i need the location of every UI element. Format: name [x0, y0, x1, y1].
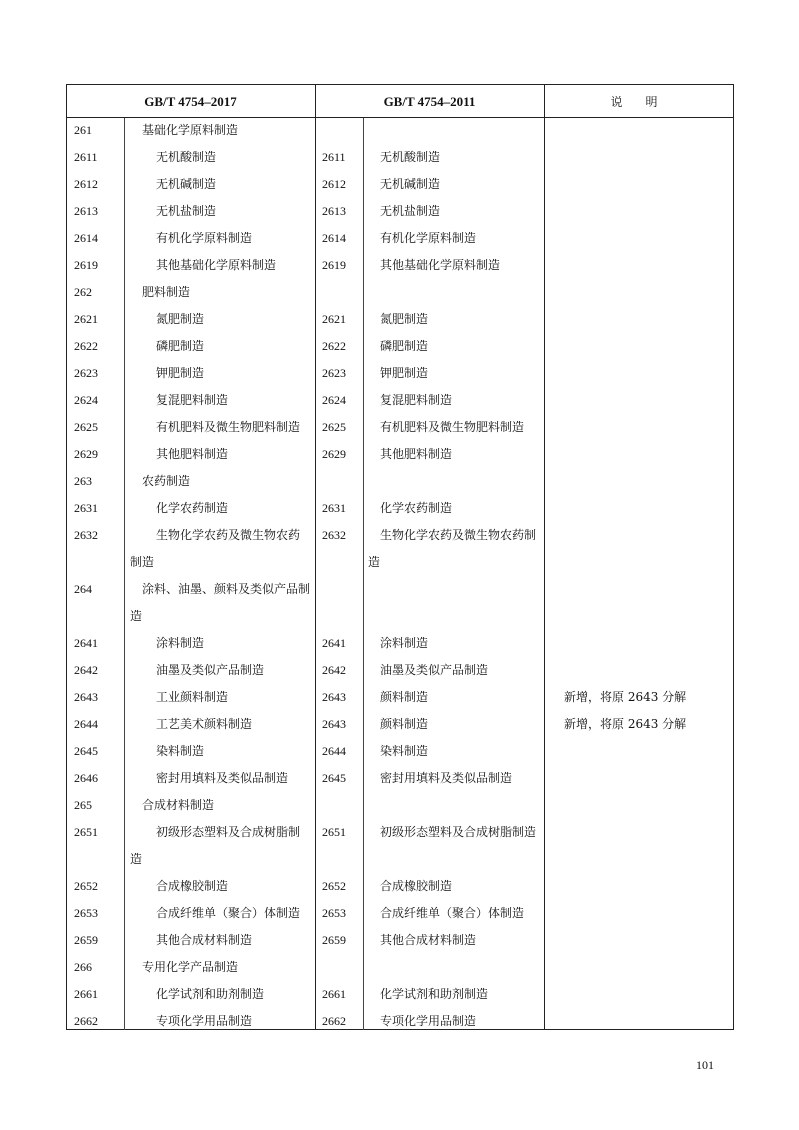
table-row	[66, 441, 734, 468]
header-old-standard: GB/T 4754–2011	[383, 94, 476, 109]
table-row	[66, 711, 734, 738]
old-code: 2611	[322, 150, 346, 164]
new-name-continuation: 造	[130, 852, 143, 866]
table-row	[66, 927, 734, 954]
new-code: 2652	[74, 879, 98, 893]
table-row	[66, 225, 734, 252]
old-code: 2619	[322, 258, 346, 272]
old-code: 2624	[322, 393, 346, 407]
table-row	[66, 765, 734, 792]
old-code: 2653	[322, 906, 346, 920]
new-name: 工业颜料制造	[156, 690, 229, 704]
table-row	[66, 252, 734, 279]
new-code: 2642	[74, 663, 98, 677]
old-code: 2621	[322, 312, 346, 326]
table-row	[66, 117, 734, 144]
old-name: 氮肥制造	[380, 312, 429, 326]
new-name: 化学农药制造	[156, 501, 229, 515]
table-row	[66, 414, 734, 441]
table-row	[66, 954, 734, 981]
table-row	[66, 684, 734, 711]
page-number: 101	[696, 1058, 714, 1072]
table-row	[66, 981, 734, 1008]
new-code: 2645	[74, 744, 98, 758]
old-code: 2629	[322, 447, 346, 461]
table-row	[66, 630, 734, 657]
old-code: 2662	[322, 1014, 346, 1028]
new-code: 2661	[74, 987, 98, 1001]
old-name: 涂料制造	[380, 636, 429, 650]
new-code: 2614	[74, 231, 98, 245]
new-code: 266	[74, 960, 92, 974]
old-name: 磷肥制造	[380, 339, 429, 353]
new-name: 基础化学原料制造	[142, 123, 239, 137]
old-name: 其他合成材料制造	[380, 933, 477, 947]
new-name: 其他合成材料制造	[156, 933, 253, 947]
new-code: 265	[74, 798, 92, 812]
new-name: 有机肥料及微生物肥料制造	[156, 420, 301, 434]
new-code: 2659	[74, 933, 98, 947]
note: 新增，将原 2643 分解	[564, 690, 687, 704]
new-code: 2622	[74, 339, 98, 353]
new-code: 2613	[74, 204, 98, 218]
new-code: 2629	[74, 447, 98, 461]
old-code: 2652	[322, 879, 346, 893]
new-name: 无机酸制造	[156, 150, 217, 164]
new-name: 其他肥料制造	[156, 447, 229, 461]
new-name: 其他基础化学原料制造	[156, 258, 277, 272]
new-code: 263	[74, 474, 92, 488]
new-name: 有机化学原料制造	[156, 231, 253, 245]
old-name-continuation: 造	[368, 555, 381, 569]
old-code: 2651	[322, 825, 346, 839]
old-name: 合成橡胶制造	[380, 879, 453, 893]
new-name: 氮肥制造	[156, 312, 205, 326]
note: 新增，将原 2643 分解	[564, 717, 687, 731]
new-code: 2632	[74, 528, 98, 542]
new-code: 2611	[74, 150, 98, 164]
old-code: 2614	[322, 231, 346, 245]
new-name: 钾肥制造	[156, 366, 205, 380]
table-row	[66, 522, 734, 569]
old-code: 2644	[322, 744, 346, 758]
table-row	[66, 171, 734, 198]
old-code: 2632	[322, 528, 346, 542]
new-name: 无机盐制造	[156, 204, 217, 218]
old-code: 2641	[322, 636, 346, 650]
new-name: 复混肥料制造	[156, 393, 229, 407]
old-code: 2622	[322, 339, 346, 353]
new-name: 油墨及类似产品制造	[156, 663, 265, 677]
new-code: 264	[74, 582, 92, 596]
new-code: 2619	[74, 258, 98, 272]
old-name: 化学试剂和助剂制造	[380, 987, 489, 1001]
classification-table	[66, 84, 734, 1030]
old-code: 2659	[322, 933, 346, 947]
table-row	[66, 387, 734, 414]
old-code: 2613	[322, 204, 346, 218]
new-name-continuation: 制造	[130, 555, 155, 569]
old-name: 油墨及类似产品制造	[380, 663, 489, 677]
old-name: 染料制造	[380, 744, 429, 758]
table-row	[66, 279, 734, 306]
new-code: 262	[74, 285, 92, 299]
old-code: 2661	[322, 987, 346, 1001]
old-name: 颜料制造	[380, 717, 429, 731]
new-name: 农药制造	[142, 474, 191, 488]
old-name: 有机化学原料制造	[380, 231, 477, 245]
new-name: 合成材料制造	[142, 798, 215, 812]
new-name: 化学试剂和助剂制造	[156, 987, 265, 1001]
old-code: 2643	[322, 717, 346, 731]
table-row	[66, 819, 734, 866]
new-name: 合成橡胶制造	[156, 879, 229, 893]
new-code: 2621	[74, 312, 98, 326]
new-name: 涂料制造	[156, 636, 205, 650]
old-name: 无机盐制造	[380, 204, 441, 218]
table-row	[66, 792, 734, 819]
new-name: 专项化学用品制造	[156, 1014, 253, 1028]
new-name: 专用化学产品制造	[142, 960, 239, 974]
new-name: 染料制造	[156, 744, 205, 758]
new-name: 肥料制造	[142, 285, 191, 299]
old-code: 2612	[322, 177, 346, 191]
old-name: 无机酸制造	[380, 150, 441, 164]
old-name: 密封用填料及类似品制造	[380, 771, 513, 785]
table-row	[66, 333, 734, 360]
old-code: 2631	[322, 501, 346, 515]
table-row	[66, 738, 734, 765]
table-row	[66, 198, 734, 225]
old-code: 2623	[322, 366, 346, 380]
old-name: 其他基础化学原料制造	[380, 258, 501, 272]
new-code: 2662	[74, 1014, 98, 1028]
new-code: 2612	[74, 177, 98, 191]
new-name: 磷肥制造	[156, 339, 205, 353]
new-code: 2644	[74, 717, 98, 731]
new-code: 2646	[74, 771, 98, 785]
old-name: 复混肥料制造	[380, 393, 453, 407]
new-code: 2623	[74, 366, 98, 380]
old-code: 2625	[322, 420, 346, 434]
new-name: 密封用填料及类似品制造	[156, 771, 289, 785]
old-name: 化学农药制造	[380, 501, 453, 515]
new-code: 2624	[74, 393, 98, 407]
table-row	[66, 657, 734, 684]
old-code: 2645	[322, 771, 346, 785]
old-name: 无机碱制造	[380, 177, 441, 191]
table-row	[66, 900, 734, 927]
old-name: 生物化学农药及微生物农药制	[380, 528, 537, 542]
header-note: 说 明	[610, 95, 668, 109]
table-row	[66, 495, 734, 522]
old-name: 颜料制造	[380, 690, 429, 704]
table-row	[66, 144, 734, 171]
header-new-standard: GB/T 4754–2017	[144, 94, 237, 109]
old-name: 合成纤维单（聚合）体制造	[380, 906, 525, 920]
old-name: 其他肥料制造	[380, 447, 453, 461]
new-code: 2653	[74, 906, 98, 920]
table-row	[66, 468, 734, 495]
new-code: 2641	[74, 636, 98, 650]
table-row	[66, 873, 734, 900]
new-name: 合成纤维单（聚合）体制造	[156, 906, 301, 920]
old-name: 初级形态塑料及合成树脂制造	[380, 825, 537, 839]
old-name: 钾肥制造	[380, 366, 429, 380]
new-code: 2631	[74, 501, 98, 515]
new-name: 无机碱制造	[156, 177, 217, 191]
old-name: 有机肥料及微生物肥料制造	[380, 420, 525, 434]
table-row	[66, 576, 734, 623]
old-code: 2643	[322, 690, 346, 704]
new-name: 生物化学农药及微生物农药	[156, 528, 301, 542]
table-row	[66, 360, 734, 387]
new-code: 2643	[74, 690, 98, 704]
new-name-continuation: 造	[130, 609, 143, 623]
new-name: 涂料、油墨、颜料及类似产品制	[142, 582, 311, 596]
old-code: 2642	[322, 663, 346, 677]
table-row	[66, 1008, 734, 1035]
new-code: 2651	[74, 825, 98, 839]
new-code: 261	[74, 123, 92, 137]
old-name: 专项化学用品制造	[380, 1014, 477, 1028]
new-name: 工艺美术颜料制造	[156, 717, 253, 731]
new-code: 2625	[74, 420, 98, 434]
new-name: 初级形态塑料及合成树脂制	[156, 825, 301, 839]
table-row	[66, 306, 734, 333]
